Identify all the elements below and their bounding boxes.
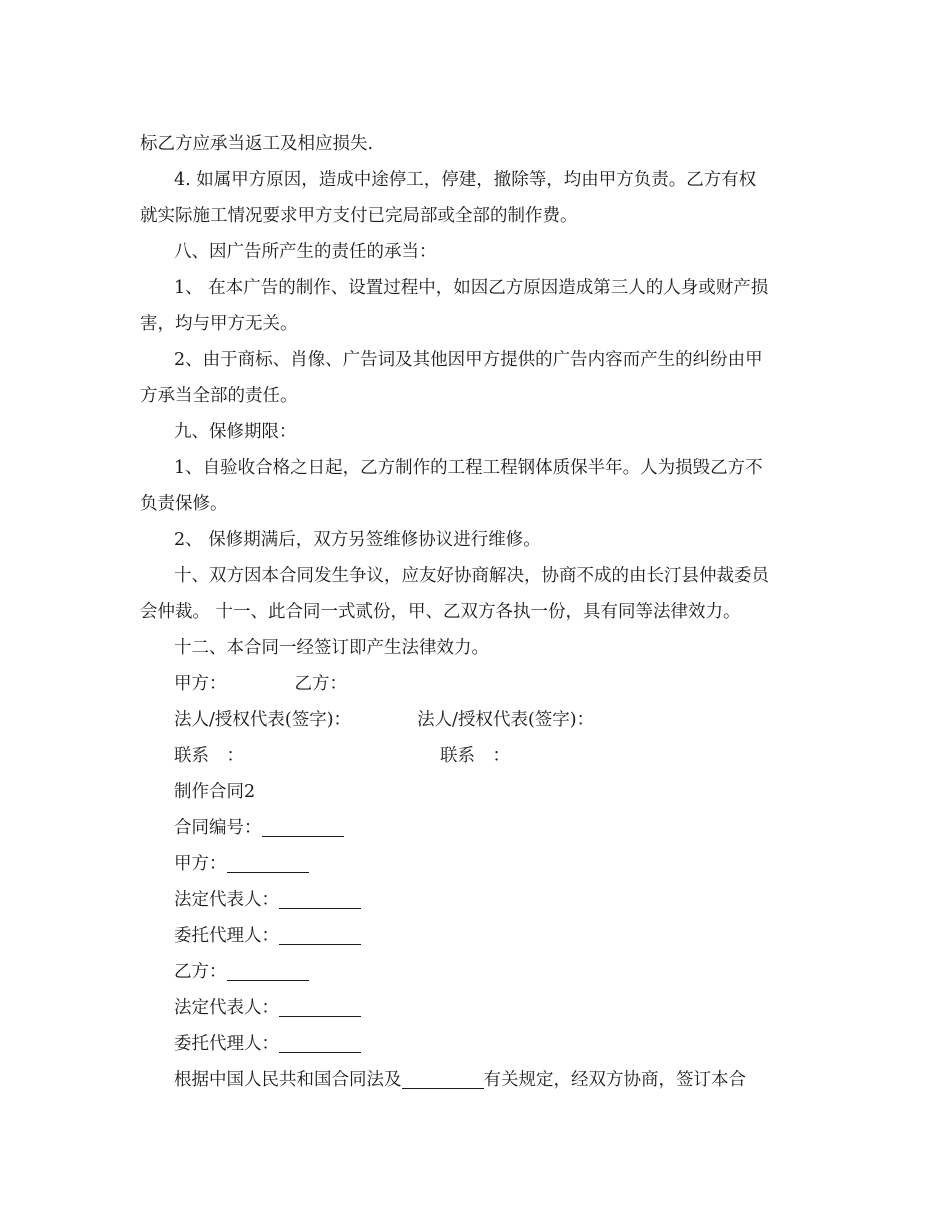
party-b-field bbox=[140, 954, 812, 990]
blank-line bbox=[279, 888, 361, 909]
blank-line bbox=[227, 960, 309, 981]
field-label: 委托代理人： bbox=[174, 926, 279, 946]
party-a-field bbox=[140, 846, 812, 882]
blank-line bbox=[279, 924, 361, 945]
signature-rep-row bbox=[140, 702, 812, 738]
blank-line bbox=[402, 1068, 484, 1089]
field-label: 法定代表人： bbox=[174, 998, 279, 1018]
paragraph-line: 就实际施工情况要求甲方支付已完局部或全部的制作费。 bbox=[140, 206, 578, 226]
field-label: 委托代理人： bbox=[174, 1034, 279, 1054]
closing-text-before: 根据中国人民共和国合同法及 bbox=[174, 1070, 402, 1090]
section-heading: 八、因广告所产生的责任的承当： bbox=[174, 242, 437, 262]
legal-rep-a-field bbox=[140, 882, 812, 918]
rep-a-label: 法人/授权代表(签字)： bbox=[174, 710, 352, 730]
paragraph-line: 标乙方应承当返工及相应损失. bbox=[140, 134, 374, 154]
paragraph-line: 负责保修。 bbox=[140, 494, 228, 514]
blank-line bbox=[227, 852, 309, 873]
paragraph-line: 十二、本合同一经签订即产生法律效力。 bbox=[174, 638, 489, 658]
paragraph-line: 十、双方因本合同发生争议，应友好协商解决，协商不成的由长汀县仲裁委员 bbox=[174, 566, 769, 586]
rep-b-label: 法人/授权代表(签字)： bbox=[417, 710, 595, 730]
blank-line bbox=[279, 1032, 361, 1053]
paragraph-line: 2、由于商标、肖像、广告词及其他因甲方提供的广告内容而产生的纠纷由甲 bbox=[174, 350, 763, 370]
document-body bbox=[140, 126, 812, 1098]
contract-number-field bbox=[140, 810, 812, 846]
blank-line bbox=[262, 816, 344, 837]
agent-a-field bbox=[140, 918, 812, 954]
closing-paragraph bbox=[140, 1062, 812, 1098]
paragraph-line: 2、 保修期满后，双方另签维修协议进行维修。 bbox=[174, 530, 541, 550]
party-a-label: 甲方： bbox=[174, 674, 227, 694]
signature-contact-row bbox=[140, 738, 812, 774]
closing-text-after: 有关规定，经双方协商，签订本合 bbox=[483, 1070, 746, 1090]
field-label: 乙方： bbox=[174, 962, 227, 982]
legal-rep-b-field bbox=[140, 990, 812, 1026]
field-label: 合同编号： bbox=[174, 818, 262, 838]
paragraph-line: 4. 如属甲方原因，造成中途停工，停建，撤除等，均由甲方负责。乙方有权 bbox=[174, 170, 757, 190]
paragraph-line: 害，均与甲方无关。 bbox=[140, 314, 298, 334]
field-label: 甲方： bbox=[174, 854, 227, 874]
contract2-title: 制作合同2 bbox=[174, 782, 256, 802]
blank-line bbox=[279, 996, 361, 1017]
contact-b-label: 联系 ： bbox=[440, 746, 510, 766]
field-label: 法定代表人： bbox=[174, 890, 279, 910]
signature-parties-row bbox=[140, 666, 812, 702]
party-b-label: 乙方： bbox=[294, 674, 347, 694]
paragraph-line: 1、 在本广告的制作、设置过程中，如因乙方原因造成第三人的人身或财产损 bbox=[174, 278, 769, 298]
section-heading: 九、保修期限： bbox=[174, 422, 297, 442]
contact-a-label: 联系 ： bbox=[174, 746, 244, 766]
paragraph-line: 方承当全部的责任。 bbox=[140, 386, 298, 406]
paragraph-line: 会仲裁。 十一、此合同一式贰份，甲、乙双方各执一份，具有同等法律效力。 bbox=[140, 602, 741, 622]
agent-b-field bbox=[140, 1026, 812, 1062]
paragraph-line: 1、自验收合格之日起，乙方制作的工程工程钢体质保半年。人为损毁乙方不 bbox=[174, 458, 763, 478]
